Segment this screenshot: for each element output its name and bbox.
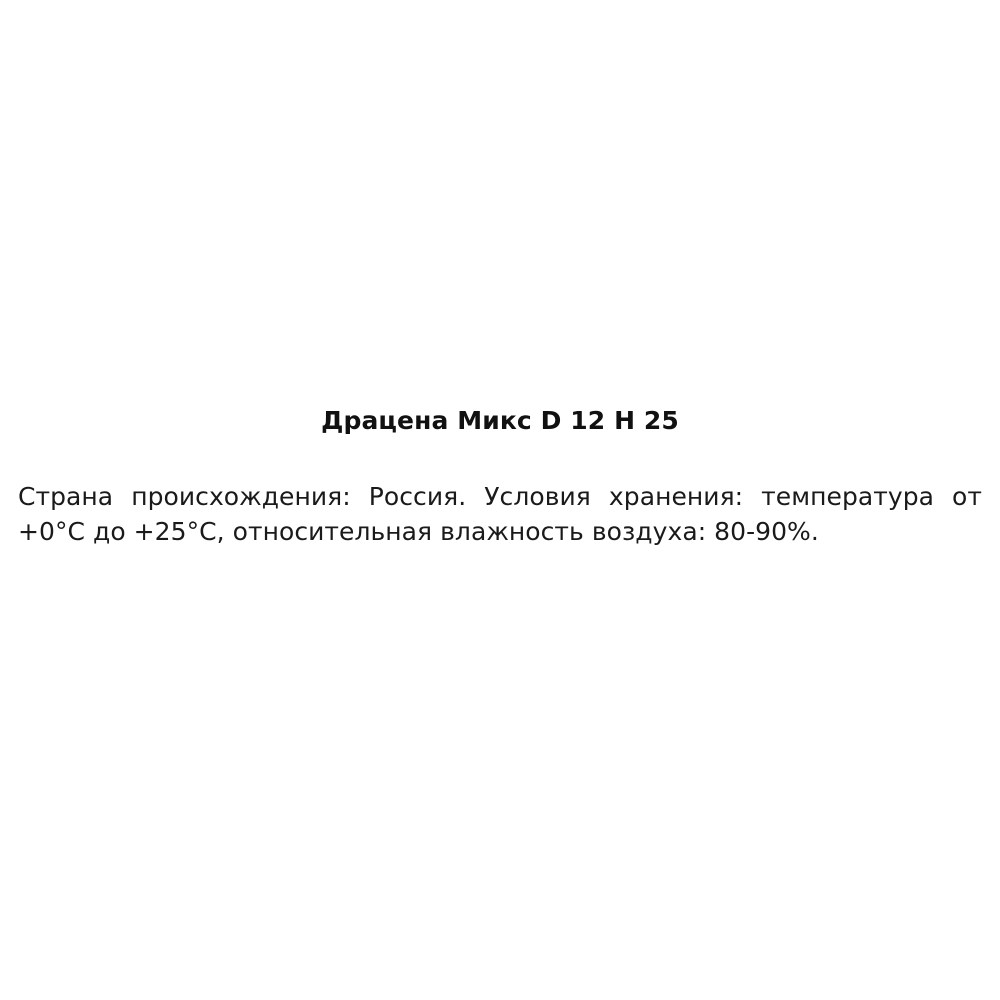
product-title: Драцена Микс D 12 H 25 — [321, 406, 679, 435]
product-info-block — [0, 405, 1000, 549]
product-description: Страна происхождения: Россия. Условия хранения: температура от +0°C до +25°C, относительная влажность воздуха: 80-90%. — [18, 482, 982, 546]
